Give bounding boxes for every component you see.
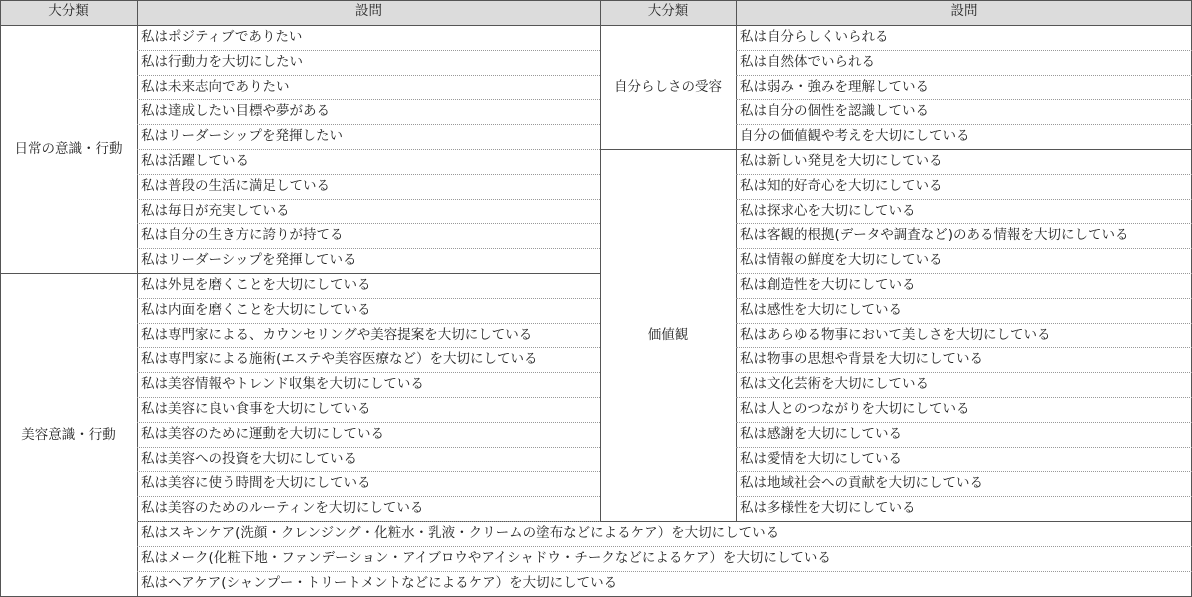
grid-line <box>736 471 1192 473</box>
category-self-acceptance: 自分らしさの受容 <box>614 79 722 95</box>
question-row-values: 私は客観的根拠(データや調査など)のある情報を大切にしている <box>740 227 1129 244</box>
grid-line <box>736 99 1192 101</box>
question-row-values: 私は新しい発見を大切にしている <box>740 153 943 169</box>
grid-line <box>137 124 600 126</box>
grid-line <box>137 571 1192 573</box>
question-row-beauty: 私は専門家による施術(エステや美容医療など）を大切にしている <box>141 351 538 368</box>
grid-line <box>137 471 600 473</box>
question-row-beauty: 私は専門家による、カウンセリングや美容提案を大切にしている <box>141 326 533 343</box>
grid-line <box>137 50 600 52</box>
grid-line <box>137 372 600 374</box>
question-row-daily: 私は行動力を大切にしたい <box>141 53 303 70</box>
question-row-values: 私は物事の思想や背景を大切にしている <box>740 351 983 368</box>
header-left-category: 大分類 <box>0 0 137 25</box>
grid-line <box>736 323 1192 325</box>
grid-line <box>736 397 1192 399</box>
grid-line <box>137 546 1192 548</box>
grid-line <box>736 248 1192 250</box>
question-row-beauty: 私はメーク(化粧下地・ファンデーション・アイブロウやアイシャドウ・チークなどによるケア）を大切にしている <box>141 549 831 566</box>
question-row-beauty: 私は美容に良い食事を大切にしている <box>141 401 371 417</box>
grid-line <box>137 347 600 349</box>
question-row-self: 私は自分の個性を認識している <box>740 103 929 120</box>
question-row-daily: 私は自分の生き方に誇りが持てる <box>141 227 344 244</box>
grid-line <box>736 447 1192 449</box>
grid-line <box>736 199 1192 201</box>
question-row-beauty: 私は外見を磨くことを大切にしている <box>141 277 371 293</box>
question-row-values: 私は感謝を大切にしている <box>740 425 902 442</box>
grid-line <box>736 0 737 521</box>
question-row-daily: 私は毎日が充実している <box>141 202 290 219</box>
grid-line <box>0 25 1192 26</box>
grid-line <box>137 496 600 498</box>
question-row-values: 私は地域社会への貢献を大切にしている <box>740 475 983 492</box>
header-right-question: 設問 <box>736 0 1192 25</box>
question-row-daily: 私はリーダーシップを発揮したい <box>141 128 343 145</box>
question-row-beauty: 私は美容に使う時間を大切にしている <box>141 475 371 492</box>
grid-line <box>736 298 1192 300</box>
question-row-beauty: 私は美容のためのルーティンを大切にしている <box>141 500 424 517</box>
question-row-values: 私は文化芸術を大切にしている <box>740 376 929 393</box>
grid-line <box>137 323 600 325</box>
grid-line <box>736 50 1192 52</box>
question-row-values: 私は創造性を大切にしている <box>740 277 916 293</box>
grid-line <box>736 496 1192 498</box>
question-row-values: 私は愛情を大切にしている <box>740 450 902 467</box>
category-beauty: 美容意識・行動 <box>21 427 116 443</box>
grid-line <box>137 99 600 101</box>
grid-line <box>137 298 600 300</box>
grid-line <box>600 149 1192 150</box>
question-row-self: 自分の価値観や考えを大切にしている <box>740 128 970 145</box>
grid-line <box>137 422 600 424</box>
category-values: 価値観 <box>647 327 689 343</box>
grid-line <box>736 372 1192 374</box>
grid-line <box>736 174 1192 176</box>
category-daily: 日常の意識・行動 <box>14 141 123 157</box>
grid-line <box>736 223 1192 225</box>
grid-line <box>137 447 600 449</box>
question-row-daily: 私はポジティブでありたい <box>141 29 303 45</box>
grid-line <box>0 0 1192 1</box>
grid-line <box>736 124 1192 126</box>
grid-line <box>137 174 600 176</box>
grid-line <box>137 149 600 151</box>
question-row-beauty: 私はヘアケア(シャンプー・トリートメントなどによるケア）を大切にしている <box>141 574 618 591</box>
question-row-beauty: 私は美容情報やトレンド収集を大切にしている <box>141 376 424 393</box>
grid-line <box>137 75 600 77</box>
question-row-self: 私は自分らしくいられる <box>740 29 889 45</box>
question-row-values: 私は探求心を大切にしている <box>740 202 916 219</box>
question-row-beauty: 私はスキンケア(洗顔・クレンジング・化粧水・乳液・クリームの塗布などによるケア）を大切にしている <box>141 525 780 541</box>
question-row-values: 私は感性を大切にしている <box>740 301 902 318</box>
question-row-values: 私は知的好奇心を大切にしている <box>740 177 943 194</box>
grid-line <box>736 347 1192 349</box>
grid-line <box>736 422 1192 424</box>
grid-line <box>736 75 1192 77</box>
question-row-daily: 私は達成したい目標や夢がある <box>141 103 330 120</box>
question-row-daily: 私は活躍している <box>141 153 249 169</box>
question-row-daily: 私は普段の生活に満足している <box>141 177 330 194</box>
question-row-values: 私は情報の鮮度を大切にしている <box>740 252 943 269</box>
grid-line <box>600 0 601 521</box>
question-row-self: 私は自然体でいられる <box>740 53 875 70</box>
question-row-values: 私は人とのつながりを大切にしている <box>740 401 970 417</box>
question-row-values: 私は多様性を大切にしている <box>740 500 916 517</box>
header-right-category: 大分類 <box>600 0 736 25</box>
question-row-self: 私は弱み・強みを理解している <box>740 78 929 95</box>
grid-line <box>736 273 1192 275</box>
grid-line <box>0 0 1 597</box>
question-row-beauty: 私は美容のために運動を大切にしている <box>141 425 384 442</box>
question-row-beauty: 私は内面を磨くことを大切にしている <box>141 301 371 318</box>
question-row-daily: 私はリーダーシップを発揮している <box>141 252 357 269</box>
grid-line <box>137 199 600 201</box>
grid-line <box>137 248 600 250</box>
question-row-beauty: 私は美容への投資を大切にしている <box>141 450 357 467</box>
question-row-daily: 私は未来志向でありたい <box>141 78 290 95</box>
grid-line <box>137 397 600 399</box>
grid-line <box>137 521 600 523</box>
grid-line <box>137 223 600 225</box>
grid-line <box>0 273 601 274</box>
header-left-question: 設問 <box>137 0 600 25</box>
question-row-values: 私はあらゆる物事において美しさを大切にしている <box>740 326 1051 343</box>
